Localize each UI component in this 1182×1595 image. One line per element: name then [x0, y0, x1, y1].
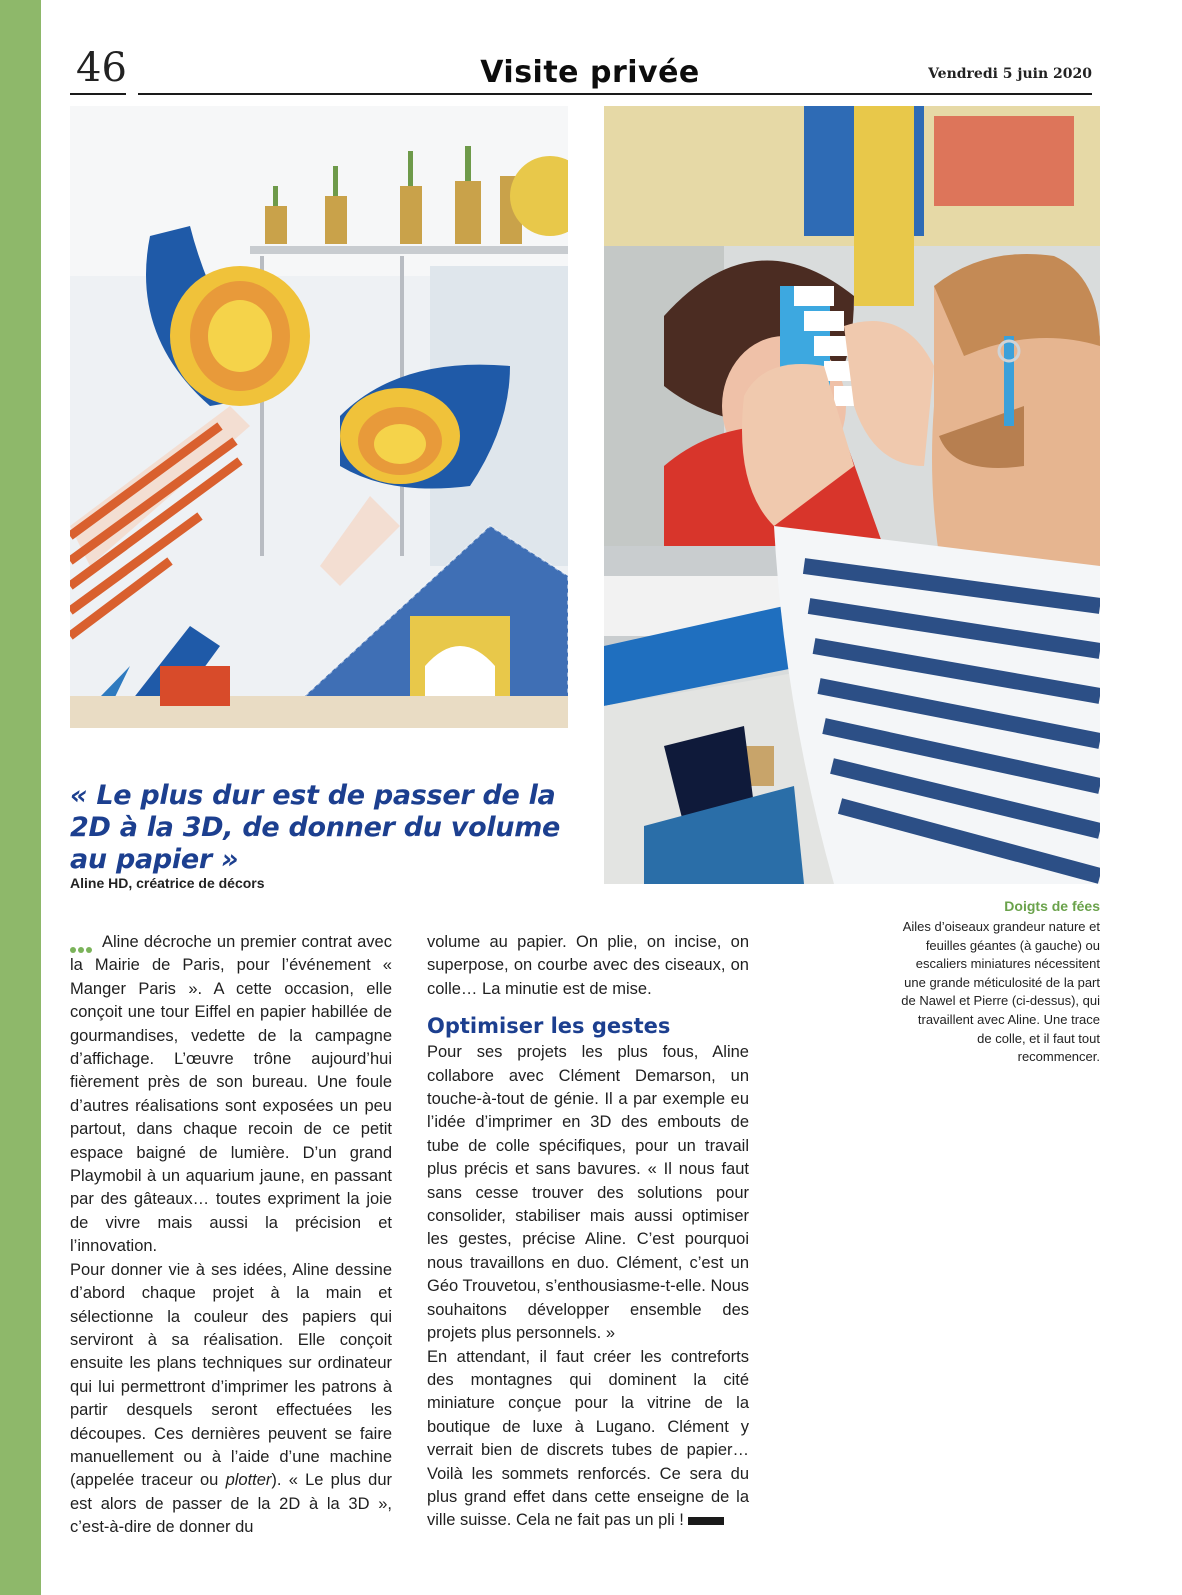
photo-caption — [900, 896, 1100, 1067]
article-paragraph — [70, 931, 392, 1259]
pull-quote-attribution: Aline HD, créatrice de décors — [70, 875, 265, 891]
issue-date: Vendredi 5 juin 2020 — [928, 66, 1092, 82]
photo-paper-staircase — [604, 106, 1100, 884]
header-rule-left — [70, 93, 126, 95]
bullet-dots-icon — [70, 937, 96, 947]
paragraph-text: En attendant, il faut créer les contreforts des montagnes qui dominent la cité miniature conçue pour la vitrine de la boutique de luxe à Lugano. Clément y verrait bien de discrets tubes de papier… Voilà les sommets renforcés. Ce sera du plus grand effet dans cette enseigne de la ville suisse. Cela ne fait pas un pli ! — [427, 1347, 749, 1530]
italic-term: plotter — [225, 1471, 272, 1490]
end-of-article-mark — [688, 1517, 724, 1525]
caption-title: Doigts de fées — [1004, 898, 1100, 914]
header-rule-main — [138, 93, 1092, 95]
photo-paper-wings — [70, 106, 568, 728]
photo-paper-bird-wings-icon — [70, 106, 568, 728]
article-column-2 — [427, 931, 749, 1533]
article-paragraph: Pour ses projets les plus fous, Aline collabore avec Clément Demarson, un touche-à-tout de génie. Il a par exemple eu l’idée d’imprimer en 3D des embouts de tube de colle spécifiques, pour un travail plus précis et sans bavures. « Il nous faut sans cesse trouver des solutions pour consolider, stabiliser mais aussi optimiser les gestes, précise Aline. C’est pourquoi nous travaillons en duo. Clément, c’est un Géo Trouvetou, s’enthousiasme-t-elle. Nous souhaitons développer ensemble des projets plus personnels. » — [427, 1043, 749, 1343]
page-edge-color-band — [0, 0, 41, 1595]
photo-paper-staircase-artisans-icon — [604, 106, 1100, 884]
page-number: 46 — [76, 45, 127, 91]
article-subheading: Optimiser les gestes — [427, 1014, 671, 1039]
section-title: Visite privée — [480, 55, 700, 90]
article-paragraph: volume au papier. On plie, on incise, on superpose, on courbe avec des ciseaux, on colle… La minutie est de mise. — [427, 933, 749, 998]
article-paragraph — [70, 1259, 392, 1540]
article-column-1 — [70, 931, 392, 1540]
pull-quote: « Le plus dur est de passer de la 2D à la 3D, de donner du volume au papier » — [70, 780, 561, 875]
caption-text: Ailes d’oiseaux grandeur nature et feuilles géantes (à gauche) ou escaliers miniatures nécessitent une grande méticulosité de la part de Nawel et Pierre (ci-dessus), qui travaillent avec Aline. Une trace de colle, et il faut tout recommencer. — [901, 919, 1100, 1065]
paragraph-text: Pour donner vie à ses idées, Aline dessine d’abord chaque projet à la main et sélectionne la couleur des papiers qui serviront à sa réalisation. Elle conçoit ensuite les plans techniques sur ordinateur qui lui permettront d’imprimer les patrons à partir desquels seront effectuées les découpes. Ces dernières peuvent se faire manuellement ou à l’aide d’une machine (appelée traceur ou — [70, 1260, 392, 1490]
paragraph-text: Aline décroche un premier contrat avec la Mairie de Paris, pour l’événement « Manger Paris ». A cette occasion, elle conçoit une tour Eiffel en papier habillée de gourmandises, vedette de la campagne d’affichage. L’œuvre trône aujourd’hui fièrement près de son bureau. Une foule d’autres réalisations sont exposées un peu partout, dans chaque recoin de ce petit espace baigné de lumière. D’un grand Playmobil à un aquarium jaune, en passant par des gâteaux… toutes expriment la joie de vivre mais aussi la précision et l’innovation. — [70, 933, 392, 1256]
paragraph-text: ). « Le plus dur est alors de passer de la 2D à la 3D », c’est-à-dire de donner du — [70, 1471, 392, 1537]
article-paragraph — [427, 1346, 749, 1533]
